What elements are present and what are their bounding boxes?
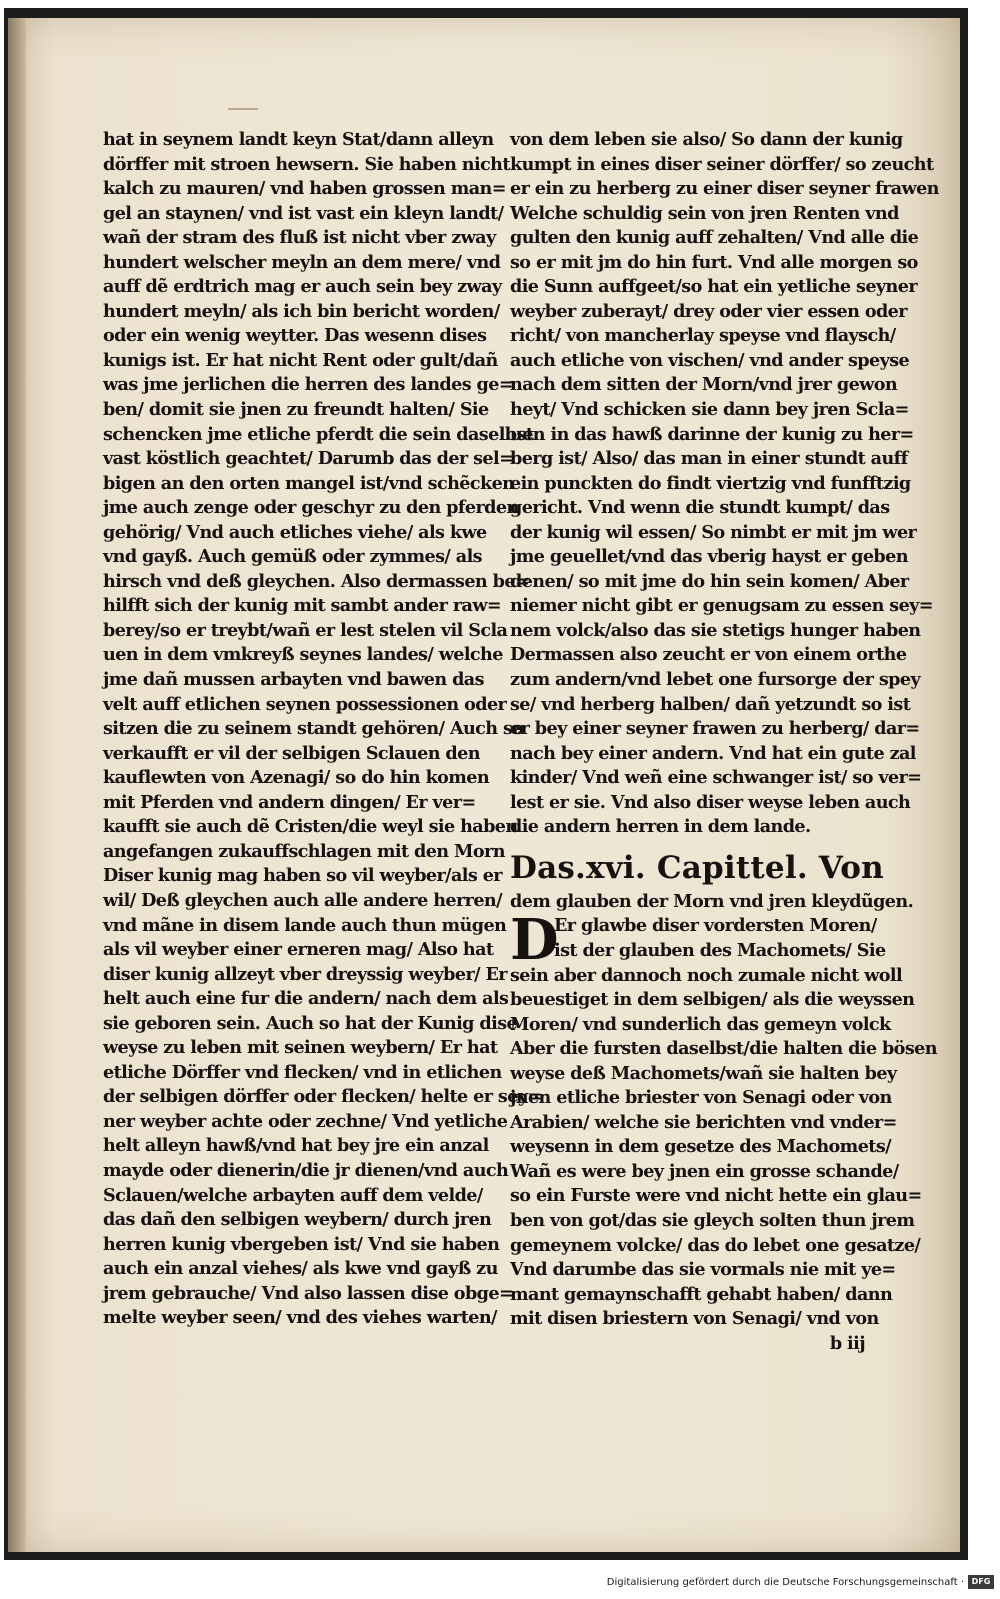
pencil-guide-mark <box>228 108 258 110</box>
dfg-logo-icon: DFG <box>968 1575 994 1589</box>
right-column-upper-line: richt/ von mancherlay speyse vnd flaysch/ <box>510 325 896 347</box>
left-column-line: Diser kunig mag haben so vil weyber/als er <box>103 865 502 887</box>
left-column-line: auch ein anzal viehes/ als kwe vnd gayß zu <box>103 1258 498 1280</box>
left-column-line: Sclauen/welche arbayten auff dem velde/ <box>103 1184 483 1206</box>
left-column-line: velt auff etlichen seynen possessionen oder <box>103 693 507 715</box>
right-column-lower-line: Er glawbe diser vordersten Moren/ <box>554 915 877 937</box>
left-column-line: melte weyber seen/ vnd des viehes warten/ <box>103 1307 497 1329</box>
chapter-heading: Das.xvi. Capittel. Von <box>510 849 884 886</box>
left-column-line: uen in dem vmkreyß seynes landes/ welche <box>103 644 503 666</box>
left-column-line: schencken jme etliche pferdt die sein daselbst <box>103 423 534 445</box>
left-column-line: mayde oder dienerin/die jr dienen/vnd auch <box>103 1159 509 1181</box>
left-column-line: jme dañ mussen arbayten vnd bawen das <box>103 669 484 691</box>
right-column-lower-line: ben von got/das sie gleych solten thun jrem <box>510 1209 915 1231</box>
chapter-subheading: dem glauben der Morn vnd jren kleydũgen. <box>510 890 914 912</box>
right-column-lower-line: so ein Furste were vnd nicht hette ein glau= <box>510 1185 922 1207</box>
left-column-line: kauflewten von Azenagi/ so do hin komen <box>103 767 490 789</box>
right-column-upper-line: nach dem sitten der Morn/vnd jrer gewon <box>510 374 898 396</box>
right-column-lower-line: Wañ es were bey jnen ein grosse schande/ <box>510 1160 899 1182</box>
right-column-upper-line: jme geuellet/vnd das vberig hayst er geben <box>510 546 908 568</box>
right-column-lower-line: Aber die fursten daselbst/die halten die bösen <box>510 1038 937 1060</box>
left-column-line: hundert welscher meyln an dem mere/ vnd <box>103 251 501 273</box>
left-column-line: hirsch vnd deß gleychen. Also dermassen be= <box>103 570 530 592</box>
digitization-footer <box>0 1570 1000 1599</box>
right-column-upper-line: der kunig wil essen/ So nimbt er mit jm wer <box>510 521 917 543</box>
right-column-lower-line: jnen etliche briester von Senagi oder von <box>510 1087 892 1109</box>
left-column-line: das dañ den selbigen weybern/ durch jren <box>103 1209 492 1231</box>
left-column-line: verkaufft er vil der selbigen Sclauen den <box>103 742 480 764</box>
left-column-line: helt auch eine fur die andern/ nach dem als <box>103 988 509 1010</box>
right-column-upper-line: die Sunn auffgeet/so hat ein yetliche seyner <box>510 276 917 298</box>
right-column-upper-line: berg ist/ Also/ das man in einer stundt auff <box>510 448 908 470</box>
left-column-line: berey/so er treybt/wañ er lest stelen vil Scla <box>103 619 508 641</box>
right-column-upper-line: zum andern/vnd lebet one fursorge der spey <box>510 669 921 691</box>
right-column-upper-line: heyt/ Vnd schicken sie dann bey jren Scla= <box>510 399 909 421</box>
left-column-line: diser kunig allzeyt vber dreyssig weyber/ Er <box>103 963 507 985</box>
right-column-upper-line: kumpt in eines diser seiner dörffer/ so zeucht <box>510 153 934 175</box>
left-column-line: hundert meyln/ als ich bin bericht worden/ <box>103 300 500 322</box>
left-column-line: etliche Dörffer vnd flecken/ vnd in etlichen <box>103 1061 502 1083</box>
left-column-line: gel an staynen/ vnd ist vast ein kleyn landt/ <box>103 202 504 224</box>
left-column-line: wañ der stram des fluß ist nicht vber zway <box>103 227 496 249</box>
left-column-line: helt alleyn hawß/vnd hat bey jre ein anzal <box>103 1135 489 1157</box>
left-column-line: sitzen die zu seinem standt gehören/ Auch so <box>103 718 524 740</box>
right-column-upper-line: gulten den kunig auff zehalten/ Vnd alle die <box>510 227 919 249</box>
left-column-line: kaufft sie auch dẽ Cristen/die weyl sie haben <box>103 816 518 838</box>
left-column-line: bigen an den orten mangel ist/vnd schẽcken <box>103 472 515 494</box>
right-column-lower-line: sein aber dannoch noch zumale nicht woll <box>510 964 903 986</box>
left-column-line: dörffer mit stroen hewsern. Sie haben nicht <box>103 153 510 175</box>
right-column-upper-line: die andern herren in dem lande. <box>510 816 811 838</box>
left-column-line: auff dẽ erdtrich mag er auch sein bey zway <box>103 276 502 298</box>
right-column-lower-line: Arabien/ welche sie berichten vnd vnder= <box>510 1111 897 1133</box>
right-column-upper-line: von dem leben sie also/ So dann der kunig <box>510 129 903 150</box>
left-column-line: mit Pferden vnd andern dingen/ Er ver= <box>103 791 476 813</box>
left-text-column <box>103 128 542 1331</box>
left-column-line: der selbigen dörffer oder flecken/ helte er sey= <box>103 1086 542 1108</box>
right-column-upper-line: Welche schuldig sein von jren Renten vnd <box>510 202 899 224</box>
right-column-upper-line: ein punckten do findt viertzig vnd funfftzig <box>510 472 911 494</box>
right-column-upper-line: er ein zu herberg zu einer diser seyner frawen <box>510 178 939 200</box>
right-column-lower-line: Moren/ vnd sunderlich das gemeyn volck <box>510 1013 891 1035</box>
left-column-line: kalch zu mauren/ vnd haben grossen man= <box>103 178 506 200</box>
right-column-upper-line: lest er sie. Vnd also diser weyse leben auch <box>510 791 911 813</box>
left-column-line: kunigs ist. Er hat nicht Rent oder gult/dañ <box>103 349 498 371</box>
left-column-line: hilfft sich der kunig mit sambt ander raw= <box>103 595 502 617</box>
right-column-upper-line: nach bey einer andern. Vnd hat ein gute zal <box>510 742 916 764</box>
left-column-line: sie geboren sein. Auch so hat der Kunig dise <box>103 1012 518 1034</box>
left-column-line: was jme jerlichen die herren des landes ge= <box>103 374 513 396</box>
chapter-opening <box>510 907 937 1331</box>
right-column-lower-line: ist der glauben des Machomets/ Sie <box>554 939 886 961</box>
right-column-lower-line: mant gemaynschafft gehabt haben/ dann <box>510 1283 893 1305</box>
right-column-lower-line: weyse deß Machomets/wañ sie halten bey <box>510 1062 897 1084</box>
right-column-lower-line: gemeynem volcke/ das do lebet one gesatze/ <box>510 1234 921 1256</box>
left-column-line: herren kunig vbergeben ist/ Vnd sie haben <box>103 1233 500 1255</box>
left-column-line: jrem gebrauche/ Vnd also lassen dise obge= <box>103 1282 514 1304</box>
right-column-lower-line: weysenn in dem gesetze des Machomets/ <box>510 1136 891 1158</box>
right-column-upper-line: uen in das hawß darinne der kunig zu her= <box>510 423 914 445</box>
signature-mark: b iij <box>829 1332 865 1354</box>
right-column-lower-text <box>510 907 937 1331</box>
left-column-line: ben/ domit sie jnen zu freundt halten/ Sie <box>103 399 489 421</box>
left-column-line: hat in seynem landt keyn Stat/dann alleyn <box>103 129 494 150</box>
left-column-line: als vil weyber einer erneren mag/ Also hat <box>103 939 494 961</box>
right-column-lower-line: beuestiget in dem selbigen/ als die weyssen <box>510 989 915 1011</box>
right-column-upper-line: er bey einer seyner frawen zu herberg/ dar= <box>510 718 920 740</box>
right-column-upper-line: denen/ so mit jme do hin sein komen/ Aber <box>510 570 909 592</box>
left-column-line: jme auch zenge oder geschyr zu den pferden <box>103 497 519 519</box>
dropcap-initial: D <box>510 907 558 974</box>
left-column-line: weyse zu leben mit seinen weybern/ Er hat <box>103 1037 498 1059</box>
right-column-upper-line: so er mit jm do hin furt. Vnd alle morgen so <box>510 251 918 273</box>
left-column-line: vnd mãne in disem lande auch thun mügen <box>103 914 507 936</box>
right-column-upper-line: kinder/ Vnd weñ eine schwanger ist/ so ver= <box>510 767 922 789</box>
right-column-lower-line: Vnd darumbe das sie vormals nie mit ye= <box>510 1259 896 1281</box>
right-column-upper-line: Dermassen also zeucht er von einem orthe <box>510 644 907 666</box>
left-column-line: vnd gayß. Auch gemüß oder zymmes/ als <box>103 546 482 568</box>
right-column-upper-line: nem volck/also das sie stetigs hunger haben <box>510 619 921 641</box>
right-column-upper-line: gericht. Vnd wenn die stundt kumpt/ das <box>510 497 890 519</box>
right-column-upper-line: se/ vnd herberg halben/ dañ yetzundt so ist <box>510 693 911 715</box>
right-column-lower-line: mit disen briestern von Senagi/ vnd von <box>510 1308 879 1330</box>
left-column-line: ner weyber achte oder zechne/ Vnd yetliche <box>103 1110 508 1132</box>
right-column-upper-line: weyber zuberayt/ drey oder vier essen oder <box>510 300 907 322</box>
right-column-upper-line: niemer nicht gibt er genugsam zu essen sey= <box>510 595 933 617</box>
right-text-column <box>510 128 939 1356</box>
left-column-line: angefangen zukauffschlagen mit den Morn <box>103 840 505 862</box>
left-column-line: oder ein wenig weytter. Das wesenn dises <box>103 325 487 347</box>
right-column-upper-line: auch etliche von vischen/ vnd ander speyse <box>510 349 910 371</box>
page-gutter-shadow <box>8 18 26 1552</box>
footer-credit: Digitalisierung gefördert durch die Deutsche Forschungsgemeinschaft · <box>606 1577 964 1588</box>
left-column-line: gehörig/ Vnd auch etliches viehe/ als kwe <box>103 521 487 543</box>
left-column-line: vast köstlich geachtet/ Darumb das der sel= <box>103 448 514 470</box>
left-column-line: wil/ Deß gleychen auch alle andere herren/ <box>103 889 502 911</box>
right-column-upper-text <box>510 128 939 840</box>
